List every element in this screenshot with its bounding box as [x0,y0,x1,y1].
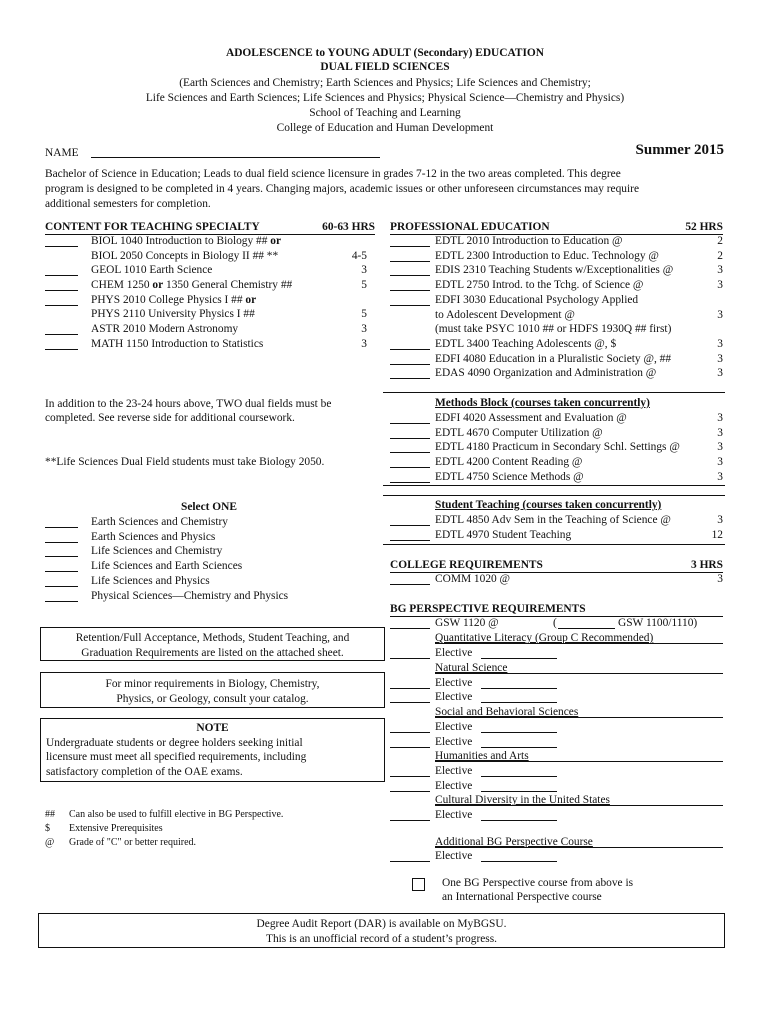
legend-text: Can also be used to fulfill elective in BG Perspective. [69,809,284,820]
college-hours: 3 HRS [691,559,723,571]
professional-course-hours: 3 [717,264,723,277]
student-teaching-course-hours: 3 [717,514,723,526]
student-teaching-course-blank[interactable] [390,525,430,526]
content-course-name: BIOL 1040 Introduction to Biology ## [91,235,271,247]
content-course-blank[interactable] [45,349,78,350]
content-title: CONTENT FOR TEACHING SPECIALTY [45,221,260,233]
professional-title: PROFESSIONAL EDUCATION [390,221,550,233]
professional-course-hours: 3 [717,308,723,321]
bg-category-underline [435,761,723,762]
professional-course: (must take PSYC 1010 ## or HDFS 1930Q ## first) [435,323,672,336]
student-teaching-course: EDTL 4850 Adv Sem in the Teaching of Science @ [435,514,671,526]
legend-text: Grade of "C" or better required. [69,837,197,848]
content-course-name: BIOL 2050 Concepts in Biology II ## ** [91,250,279,262]
note-title: NOTE [196,722,229,734]
student-teaching-course-blank[interactable] [390,540,430,541]
professional-course: to Adolescent Development @ [435,308,575,321]
select-option-blank[interactable] [45,556,78,557]
minor-line-1: For minor requirements in Biology, Chemistry, [105,678,320,690]
bg-elective-field[interactable] [481,820,557,821]
legend-symbol: @ [45,837,55,848]
bg-title: BG PERSPECTIVE REQUIREMENTS [390,603,586,615]
term-label: Summer 2015 [635,142,724,158]
professional-course-blank[interactable] [390,378,430,379]
methods-course: EDTL 4200 Content Reading @ [435,456,583,469]
content-course-name: PHYS 2110 University Physics I ## [91,308,255,320]
select-option: Earth Sciences and Chemistry [91,516,228,528]
professional-course-blank[interactable] [390,246,430,247]
bg-elective-field[interactable] [481,702,557,703]
bg-category-underline [435,847,723,848]
professional-section-header [390,220,723,235]
bg-section-header [390,602,723,617]
select-one-title: Select ONE [181,501,237,513]
header-college: College of Education and Human Development [276,122,494,134]
select-option: Life Sciences and Chemistry [91,545,223,558]
header-programs-line2: Life Sciences and Earth Sciences; Life Sciences and Physics; Physical Science—Chemistry and Physics) [145,92,625,104]
gsw-alt-blank[interactable] [558,628,615,629]
bg-category-social: Social and Behavioral Sciences [435,706,579,718]
bg-elective-blank[interactable] [390,702,430,703]
note-line-3: satisfactory completion of the OAE exams. [46,766,243,779]
content-course-hours: 3 [361,338,367,350]
student-teaching-box-bottom [383,544,725,545]
methods-box-bottom [383,485,725,486]
methods-course-hours: 3 [717,441,723,454]
intl-note-line-1: One BG Perspective course from above is [442,877,634,889]
methods-course: EDFI 4020 Assessment and Evaluation @ [435,412,627,424]
legend-symbol: ## [45,809,55,820]
professional-course: EDFI 3030 Educational Psychology Applied [435,293,639,306]
content-course-name: ASTR 2010 Modern Astronomy [91,323,239,335]
bg-elective-field[interactable] [481,861,557,862]
content-course-or: or [245,294,257,306]
content-course-blank[interactable] [45,275,78,276]
gsw-alt-open: ( [553,617,557,629]
select-option-blank[interactable] [45,601,78,602]
bg-elective-blank[interactable] [390,658,430,659]
bg-category-underline [435,643,723,644]
bg-elective-label: Elective [435,809,473,821]
select-option: Earth Sciences and Physics [91,530,216,543]
professional-course-hours: 2 [717,249,723,262]
methods-course-blank[interactable] [390,482,430,483]
bg-elective-label: Elective [435,677,473,689]
professional-course-blank[interactable] [390,349,430,350]
addition-line-1: In addition to the 23-24 hours above, TWO dual fields must be [45,398,332,410]
content-course [91,293,256,308]
legend-symbol: $ [45,823,50,834]
student-teaching-course: EDTL 4970 Student Teaching [435,528,572,541]
professional-course: EDFI 4080 Education in a Pluralistic Society @, ## [435,352,672,365]
methods-course-blank[interactable] [390,467,430,468]
bg-elective-field[interactable] [481,776,557,777]
professional-course: EDAS 4090 Organization and Administration @ [435,367,657,380]
select-option: Physical Sciences—Chemistry and Physics [91,589,289,602]
methods-course: EDTL 4180 Practicum in Secondary Schl. Settings @ [435,441,680,454]
bg-elective-label: Elective [435,780,473,792]
bg-category-underline [435,673,723,674]
bg-elective-label: Elective [435,736,473,748]
retention-line-2: Graduation Requirements are listed on the attached sheet. [81,646,344,659]
content-course [91,234,281,249]
content-course [91,307,255,322]
header-school: School of Teaching and Learning [309,107,461,119]
bg-elective-label: Elective [435,850,473,862]
minor-box [40,672,385,708]
professional-hours: 52 HRS [685,221,723,233]
minor-line-2: Physics, or Geology, consult your catalog. [116,692,309,705]
select-option: Life Sciences and Physics [91,574,210,587]
bg-elective-field[interactable] [481,791,557,792]
bg-elective-blank[interactable] [390,776,430,777]
select-option-blank[interactable] [45,527,78,528]
intl-note-line-2: an International Perspective course [442,891,602,903]
note-line-1: Undergraduate students or degree holders seeking initial [46,736,303,749]
content-course [91,263,212,278]
content-course-or: or [270,235,282,247]
bg-elective-blank[interactable] [390,820,430,821]
bg-elective-blank[interactable] [390,688,430,689]
select-option-blank[interactable] [45,542,78,543]
professional-course: EDIS 2310 Teaching Students w/Exceptionalities @ [435,264,674,277]
content-course-blank[interactable] [45,290,78,291]
bg-elective-blank[interactable] [390,732,430,733]
professional-course-blank[interactable] [390,290,430,291]
content-course [91,278,292,293]
intro-line-3: additional semesters for completion. [45,198,211,210]
note-box [40,718,385,782]
professional-course-hours: 3 [717,337,723,350]
bg-category-quant: Quantitative Literacy (Group C Recommended) [435,632,654,644]
content-course-hours: 5 [361,279,367,291]
bg-category-cultural: Cultural Diversity in the United States [435,794,610,806]
college-course-hours: 3 [717,573,723,585]
college-course-blank[interactable] [390,584,430,585]
gsw-course: GSW 1120 @ [435,617,499,629]
select-option: Life Sciences and Earth Sciences [91,560,243,573]
content-course-hours: 3 [361,264,367,276]
retention-line-1: Retention/Full Acceptance, Methods, Student Teaching, and [75,632,350,644]
bg-elective-field[interactable] [481,747,557,748]
methods-course-hours: 3 [717,470,723,483]
legend-text: Extensive Prerequisites [69,823,163,834]
professional-course: EDTL 2300 Introduction to Educ. Technology @ [435,249,659,262]
select-option-blank[interactable] [45,586,78,587]
bg-elective-label: Elective [435,721,473,733]
methods-title: Methods Block (courses taken concurrently) [435,397,650,409]
content-course-name-cont: 1350 General Chemistry ## [163,279,293,291]
bg-category-underline [435,805,723,806]
content-course-blank[interactable] [45,246,78,247]
content-course [91,322,238,337]
professional-course-blank[interactable] [390,305,430,306]
addition-line-2: completed. See reverse side for additional coursework. [45,412,295,424]
professional-course: EDTL 2010 Introduction to Education @ [435,235,623,247]
bg-elective-field[interactable] [481,658,557,659]
methods-course-hours: 3 [717,456,723,469]
content-course-name: MATH 1150 Introduction to Statistics [91,338,264,350]
footer-line-2: This is an unofficial record of a student’s progress. [265,932,498,945]
bg-elective-label: Elective [435,765,473,777]
bg-category-underline [435,717,723,718]
gsw-alt-course: GSW 1100/1110) [618,617,698,629]
content-course-blank[interactable] [45,334,78,335]
student-teaching-box-top [383,495,725,496]
bg-elective-blank[interactable] [390,747,430,748]
professional-course: EDTL 2750 Introd. to the Tchg. of Science @ [435,279,644,292]
footer-box [38,913,725,948]
professional-course: EDTL 3400 Teaching Adolescents @, $ [435,337,617,350]
college-course: COMM 1020 @ [435,573,511,585]
bg-elective-label: Elective [435,691,473,703]
bg-elective-field[interactable] [481,688,557,689]
methods-course-hours: 3 [717,426,723,439]
bg-category-additional: Additional BG Perspective Course [435,836,593,848]
professional-course-hours: 3 [717,279,723,292]
student-teaching-course-hours: 12 [711,528,723,541]
content-course-name: GEOL 1010 Earth Science [91,264,213,276]
page-subtitle: DUAL FIELD SCIENCES [320,61,450,73]
content-section-header [45,220,375,235]
gsw-blank[interactable] [390,628,430,629]
bg-elective-blank[interactable] [390,861,430,862]
footer-line-1: Degree Audit Report (DAR) is available on MyBGSU. [256,918,507,930]
content-course-blank[interactable] [45,305,78,306]
professional-course-blank[interactable] [390,364,430,365]
methods-course-blank[interactable] [390,423,430,424]
professional-course-hours: 3 [717,352,723,365]
content-course-hours: 3 [361,323,367,335]
professional-course-hours: 3 [717,367,723,380]
methods-course-hours: 3 [717,412,723,424]
bg-elective-field[interactable] [481,732,557,733]
professional-course-hours: 2 [717,235,723,247]
name-label: NAME [45,147,79,159]
bg-category-humanities: Humanities and Arts [435,750,529,762]
page-title: ADOLESCENCE to YOUNG ADULT (Secondary) EDUCATION [225,47,545,59]
content-course-hours: 5 [361,308,367,320]
methods-course: EDTL 4670 Computer Utilization @ [435,426,603,439]
intro-line-1: Bachelor of Science in Education; Leads to dual field science licensure in grades 7-12 in the two areas completed. This degree [45,168,621,180]
content-course [91,249,278,264]
content-hours: 60-63 HRS [322,221,375,233]
content-course-name: CHEM 1250 [91,279,153,291]
life-sciences-note: **Life Sciences Dual Field students must take Biology 2050. [45,456,325,468]
note-line-2: licensure must meet all specified requirements, including [46,751,307,764]
select-option-blank[interactable] [45,571,78,572]
content-course-hours: 4-5 [351,250,367,262]
college-section-header [390,558,723,573]
bg-category-natural: Natural Science [435,662,508,674]
professional-course-blank[interactable] [390,275,430,276]
methods-course: EDTL 4750 Science Methods @ [435,470,584,483]
bg-elective-label: Elective [435,647,473,659]
name-field[interactable] [91,157,380,158]
international-checkbox[interactable] [412,878,425,891]
student-teaching-title: Student Teaching (courses taken concurrently) [435,499,662,511]
header-programs-line1: (Earth Sciences and Chemistry; Earth Sciences and Physics; Life Sciences and Chemistry; [179,77,591,89]
retention-box [40,627,385,661]
content-course-or: or [152,279,164,291]
content-course [91,337,263,352]
content-course-name: PHYS 2010 College Physics I ## [91,294,246,306]
methods-course-blank[interactable] [390,438,430,439]
intro-line-2: program is designed to be completed in 4 years. Changing majors, academic issues or other unforeseen circumstances may require [45,183,640,195]
college-title: COLLEGE REQUIREMENTS [390,559,543,571]
bg-elective-blank[interactable] [390,791,430,792]
methods-course-blank[interactable] [390,452,430,453]
professional-course-blank[interactable] [390,261,430,262]
